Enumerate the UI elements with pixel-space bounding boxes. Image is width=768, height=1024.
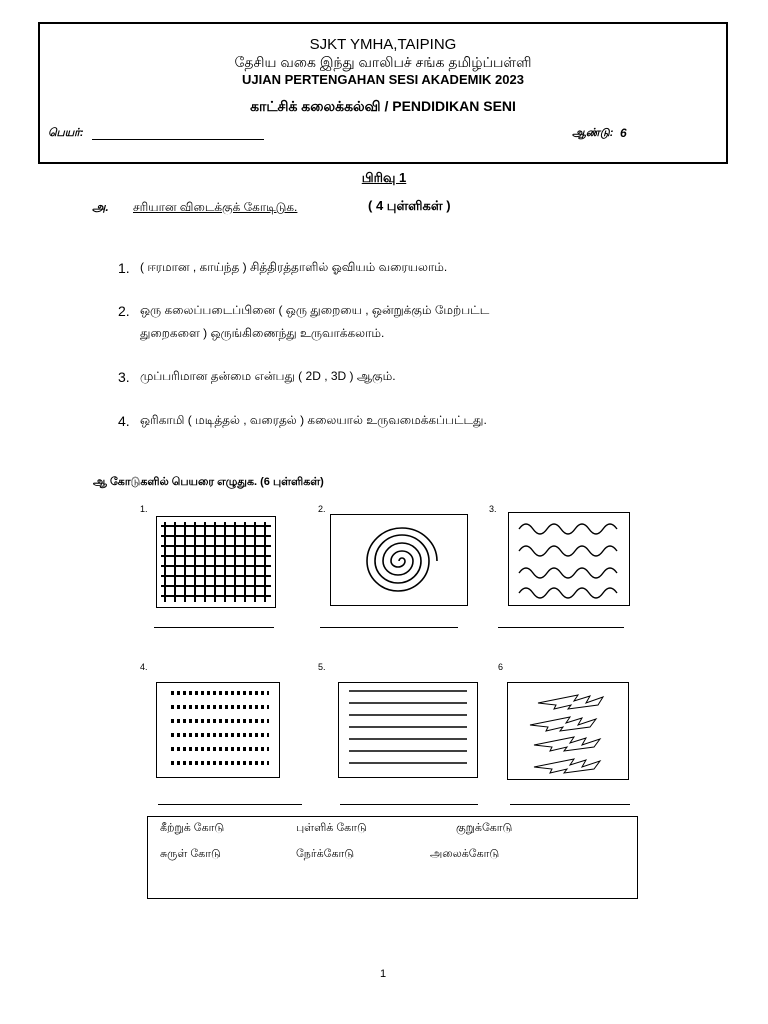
figure-number: 1.	[140, 504, 148, 514]
figure-number: 2.	[318, 504, 326, 514]
subject-title: காட்சிக் கலைக்கல்வி / PENDIDIKAN SENI	[250, 98, 516, 114]
answer-line[interactable]	[510, 804, 630, 805]
answer-line[interactable]	[158, 804, 302, 805]
answer-line[interactable]	[320, 627, 458, 628]
question-text: ஒரு கலைப்படைப்பினை ( ஒரு துறையை , ஒன்றுக்கும் மேற்பட்ட	[140, 303, 490, 317]
zigzag-lines-icon	[507, 682, 629, 780]
figure-number: 6	[498, 662, 504, 672]
name-field[interactable]	[92, 139, 264, 140]
answer-line[interactable]	[154, 627, 274, 628]
school-name-tamil: தேசிய வகை இந்து வாலிபச் சங்க தமிழ்ப்பள்ளி	[234, 54, 532, 70]
answer-line[interactable]	[340, 804, 478, 805]
name-label: பெயர்:	[48, 127, 84, 139]
grid-lines-icon	[156, 516, 276, 608]
question-text: ஒரிகாமி ( மடித்தல் , வரைதல் ) கலையால் உருவமைக்கப்பட்டது.	[140, 413, 487, 427]
question-text-continued: துறைகளை ) ஒருங்கிணைந்து உருவாக்கலாம்.	[140, 326, 385, 340]
wavy-lines-icon	[508, 512, 630, 606]
word-bank-item: சுருள் கோடு	[160, 848, 221, 860]
word-bank-item: அலைக்கோடு	[430, 848, 500, 860]
word-bank-item: புள்ளிக் கோடு	[296, 822, 367, 834]
part-a-marks: ( 4 புள்ளிகள் )	[368, 198, 451, 213]
question-text: முப்பரிமான தன்மை என்பது ( 2D , 3D ) ஆகும்.	[140, 369, 396, 383]
dotted-lines-icon	[156, 682, 280, 778]
answer-line[interactable]	[498, 627, 624, 628]
word-bank-item: குறுக்கோடு	[456, 822, 513, 834]
figure-number: 5.	[318, 662, 326, 672]
question-number: 3.	[118, 369, 130, 385]
question-number: 4.	[118, 413, 130, 429]
question-number: 1.	[118, 260, 130, 276]
straight-lines-icon	[338, 682, 478, 778]
exam-title: UJIAN PERTENGAHAN SESI AKADEMIK 2023	[242, 72, 524, 87]
part-a-letter: அ.	[92, 200, 109, 214]
question-text: ( ஈரமான , காய்ந்த ) சித்திரத்தாளில் ஓவியம் வரையலாம்.	[140, 260, 448, 274]
part-a-instruction: சரியான விடைக்குக் கோடிடுக.	[133, 200, 298, 214]
question-number: 2.	[118, 303, 130, 319]
school-name: SJKT YMHA,TAIPING	[309, 36, 457, 53]
year-label: ஆண்டு:	[572, 127, 614, 139]
spiral-lines-icon	[330, 514, 468, 606]
figure-number: 4.	[140, 662, 148, 672]
year-value: 6	[620, 126, 627, 140]
section-title: பிரிவு 1	[361, 170, 407, 185]
page-number: 1	[380, 968, 387, 980]
word-bank-item: நேர்க்கோடு	[296, 848, 355, 860]
figure-number: 3.	[489, 504, 497, 514]
word-bank-item: கீற்றுக் கோடு	[160, 822, 225, 834]
part-b-instruction: ஆ கோடுகளில் பெயரை எழுதுக. (6 புள்ளிகள்)	[93, 476, 324, 488]
